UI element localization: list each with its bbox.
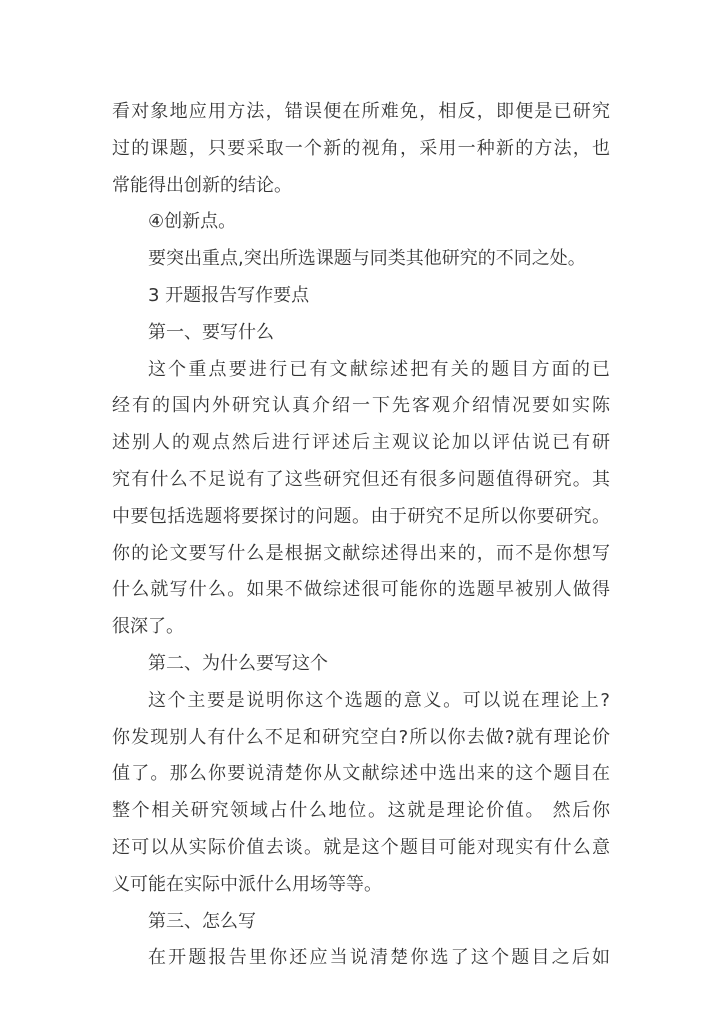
text-line: 很深了。 — [112, 616, 184, 638]
text-line: 经有的国内外研究认真介绍一下先客观介绍情况要如实陈 — [112, 395, 610, 417]
text-line: 过的课题，只要采取一个新的视角，采用一种新的方法，也 — [112, 137, 610, 159]
text-line: 看对象地应用方法，错误便在所难免，相反，即便是已研究 — [112, 101, 610, 122]
text-line: 在开题报告里你还应当说清楚你选了这个题目之后如 — [148, 947, 610, 969]
text-line: 还可以从实际价值去谈。就是这个题目可能对现实有什么意 — [112, 836, 610, 858]
text-line: 义可能在实际中派什么用场等等。 — [112, 873, 382, 895]
text-line: 要突出重点,突出所选课题与同类其他研究的不同之处。 — [148, 248, 586, 270]
text-line: 常能得出创新的结论。 — [112, 174, 292, 196]
text-line: 究有什么不足说有了这些研究但还有很多问题值得研究。其 — [112, 468, 610, 490]
text-line: 什么就写什么。如果不做综述很可能你的选题早被别人做得 — [112, 579, 610, 601]
subsection-heading: 第一、要写什么 — [148, 321, 274, 343]
text-line: 中要包括选题将要探讨的问题。由于研究不足所以你要研究。 — [112, 505, 610, 527]
subsection-heading: 第三、怎么写 — [148, 910, 256, 932]
text-line: 你的论文要写什么是根据文献综述得出来的，而不是你想写 — [112, 542, 610, 564]
list-item-heading: ④创新点。 — [148, 211, 237, 233]
subsection-heading: 第二、为什么要写这个 — [148, 652, 328, 674]
text-line: 整个相关研究领域占什么地位。这就是理论价值。 然后你 — [112, 800, 610, 822]
section-heading: 3 开题报告写作要点 — [148, 284, 310, 306]
text-line: 这个主要是说明你这个选题的意义。可以说在理论上? — [148, 689, 610, 711]
text-line: 值了。那么你要说清楚你从文献综述中选出来的这个题目在 — [112, 763, 610, 785]
document-body — [112, 94, 610, 977]
text-line: 这个重点要进行已有文献综述把有关的题目方面的已 — [148, 358, 610, 380]
text-line: 你发现别人有什么不足和研究空白?所以你去做?就有理论价 — [112, 726, 610, 748]
text-line: 述别人的观点然后进行评述后主观议论加以评估说已有研 — [112, 432, 610, 454]
